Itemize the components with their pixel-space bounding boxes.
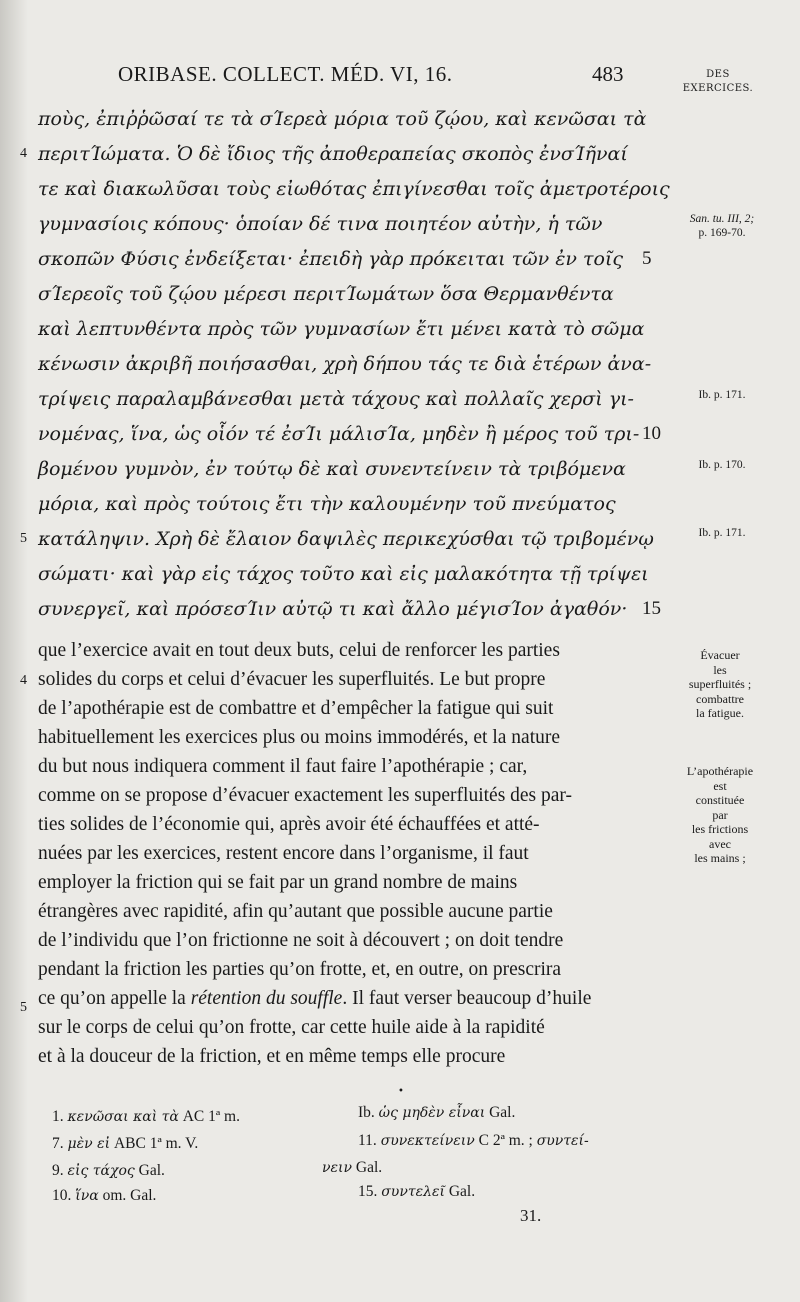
footnote bbox=[358, 1132, 589, 1150]
sidenote-line: les mains ; bbox=[694, 851, 746, 865]
summary-sidenote bbox=[670, 648, 770, 721]
footnote-text: C 2ª m. ; bbox=[474, 1132, 537, 1149]
greek-line: κένωσιν ἀκριβῆ ποιήσασθαι, χρὴ δήπου τάς τε διὰ ἑτέρων ἀνα- bbox=[38, 353, 652, 375]
french-line: étrangères avec rapidité, afin qu’autant que possible aucune partie bbox=[38, 901, 553, 922]
footnote bbox=[52, 1187, 156, 1205]
french-line: que l’exercice avait en tout deux buts, celui de renforcer les parties bbox=[38, 640, 560, 661]
greek-line: σΊερεοῖς τοῦ ζῴου μέρεσι περιτΊωμάτων ὅσα Θερμανθέντα bbox=[38, 283, 614, 305]
sidenote-line: les frictions bbox=[691, 822, 749, 836]
footnote bbox=[322, 1159, 382, 1177]
greek-line: γυμνασίοις κόπους· ὁποίαν δέ τινα ποιητέον αὐτὴν, ἡ τῶν bbox=[38, 213, 603, 235]
greek-line: περιτΊώματα. Ὁ δὲ ἴδιος τῆς ἀποθεραπείας σκοπὸς ἐνσΊῆναί bbox=[38, 143, 628, 165]
footnote-text: AC 1ª m. bbox=[178, 1108, 240, 1125]
gutter-shadow bbox=[0, 0, 28, 1302]
french-line: ties solides de l’économie qui, après avoir été échauffées et atté- bbox=[38, 814, 540, 835]
reference-sidenote: Ib. p. 170. bbox=[698, 459, 746, 471]
greek-line: νομένας, ἵνα, ὡς οἷόν τέ ἐσΊι μάλισΊα, μηδὲν ἢ μέρος τοῦ τρι- bbox=[38, 423, 640, 445]
footnote bbox=[52, 1162, 165, 1180]
sidenote-line: San. tu. III, 2; bbox=[689, 213, 755, 225]
french-line: employer la friction qui se fait par un grand nombre de mains bbox=[38, 872, 518, 893]
greek-line: μόρια, καὶ πρὸς τούτοις ἔτι τὴν καλουμένην τοῦ πνεύματος bbox=[38, 493, 616, 515]
running-title: ORIBASE. COLLECT. MÉD. VI, 16. bbox=[118, 62, 453, 86]
greek-line: ποὺς, ἐπιῤῥῶσαί τε τὰ σΊερεὰ μόρια τοῦ ζῴου, καὶ κενῶσαι τὰ bbox=[38, 108, 647, 130]
margin-number: 5 bbox=[20, 531, 27, 546]
margin-number: 4 bbox=[20, 673, 27, 688]
french-text: . Il faut verser beaucoup d’huile bbox=[342, 988, 592, 1009]
footnote-greek: συνεκτείνειν bbox=[380, 1133, 475, 1149]
signature-mark: 31. bbox=[520, 1206, 542, 1225]
page-number: 483 bbox=[592, 62, 624, 86]
footnote-text: Gal. bbox=[352, 1159, 383, 1176]
sidenote-line: la fatigue. bbox=[696, 706, 744, 720]
section-label-line: EXERCICES. bbox=[682, 83, 754, 94]
greek-line: τε καὶ διακωλῦσαι τοὺς εἰωθότας ἐπιγίνεσθαι τοῖς ἀμετροτέροις bbox=[38, 178, 670, 200]
footnote-text: Gal. bbox=[444, 1183, 476, 1200]
reference-sidenote bbox=[672, 212, 772, 240]
sidenote-line: combattre bbox=[696, 691, 744, 706]
footnote bbox=[358, 1183, 475, 1201]
footnote-text: ABC 1ª m. V. bbox=[110, 1135, 199, 1152]
section-label-line: DES bbox=[706, 69, 730, 80]
footnote-greek: κενῶσαι καὶ τὰ bbox=[67, 1109, 179, 1125]
reference-sidenote: Ib. p. 171. bbox=[698, 389, 746, 401]
french-line: du but nous indiquera comment il faut faire l’apothérapie ; car, bbox=[38, 756, 528, 777]
footnote-number: 1. bbox=[52, 1108, 64, 1125]
footnote-greek: συντελεῖ bbox=[381, 1184, 445, 1200]
french-line: sur le corps de celui qu’on frotte, car cette huile aide à la rapidité bbox=[38, 1017, 545, 1038]
italic-term: rétention du souffle bbox=[190, 988, 343, 1009]
footnote-greek: ὡς μηδὲν εἶναι bbox=[378, 1105, 486, 1121]
french-text: ce qu’on appelle la bbox=[38, 988, 191, 1009]
footnote-greek: συντεί- bbox=[536, 1133, 589, 1149]
margin-number: 5 bbox=[20, 1000, 27, 1015]
greek-line: βομένου γυμνὸν, ἐν τούτῳ δὲ καὶ συνεντείνειν τὰ τριβόμενα bbox=[38, 458, 626, 480]
sidenote-line: Évacuer bbox=[700, 648, 740, 662]
footnote-greek: μὲν εἰ bbox=[67, 1136, 111, 1152]
sidenote-line: avec bbox=[709, 836, 731, 851]
footnote-greek: εἰς τάχος bbox=[67, 1163, 135, 1179]
greek-line: καὶ λεπτυνθέντα πρὸς τῶν γυμνασίων ἔτι μένει κατὰ τὸ σῶμα bbox=[38, 318, 645, 340]
greek-line: συνεργεῖ, καὶ πρόσεσΊιν αὐτῷ τι καὶ ἄλλο μέγισΊον ἀγαθόν· bbox=[38, 598, 628, 620]
footnote-number: 15. bbox=[358, 1183, 378, 1200]
french-line: solides du corps et celui d’évacuer les superfluités. Le but propre bbox=[38, 669, 546, 690]
sidenote-line: les bbox=[713, 662, 727, 677]
margin-number: 4 bbox=[20, 146, 27, 161]
french-line: pendant la friction les parties qu’on frotte, et, en outre, on prescrira bbox=[38, 959, 562, 980]
sidenote-line: superfluités ; bbox=[688, 677, 752, 691]
greek-line: σκοπῶν Φύσις ἐνδείξεται· ἐπειδὴ γὰρ πρόκειται τῶν ἐν τοῖς bbox=[38, 248, 624, 270]
section-label bbox=[668, 68, 768, 96]
footnote-number: 11. bbox=[358, 1132, 377, 1149]
footnote-number: 7. bbox=[52, 1135, 64, 1152]
sidenote-line: L’apothérapie bbox=[686, 764, 754, 778]
footnote-number: 9. bbox=[52, 1162, 64, 1179]
french-line: et à la douceur de la friction, et en même temps elle procure bbox=[38, 1046, 506, 1067]
separator-dot: • bbox=[398, 1086, 404, 1097]
sidenote-line: est bbox=[713, 778, 727, 793]
footnote-number: 10. bbox=[52, 1187, 72, 1204]
line-number: 15 bbox=[642, 598, 661, 619]
french-line: habituellement les exercices plus ou moins immodérés, et la nature bbox=[38, 727, 561, 748]
footnote bbox=[52, 1108, 240, 1126]
footnote-text: Gal. bbox=[134, 1162, 165, 1179]
summary-sidenote bbox=[670, 764, 770, 866]
footnote-number: Ib. bbox=[358, 1104, 375, 1121]
greek-line: κατάληψιν. Χρὴ δὲ ἔλαιον δαψιλὲς περικεχύσθαι τῷ τριβομένῳ bbox=[38, 528, 654, 550]
footnote bbox=[52, 1135, 198, 1153]
sidenote-line: constituée bbox=[695, 793, 745, 807]
sidenote-line: par bbox=[712, 807, 728, 822]
sidenote-line: p. 169-70. bbox=[698, 227, 746, 239]
greek-line: τρίψεις παραλαμβάνεσθαι μετὰ τάχους καὶ πολλαῖς χερσὶ γι- bbox=[38, 388, 634, 410]
footnote-text: om. Gal. bbox=[98, 1187, 157, 1204]
footnote bbox=[358, 1104, 515, 1122]
reference-sidenote: Ib. p. 171. bbox=[698, 527, 746, 539]
footnote-greek: ἵνα bbox=[75, 1188, 99, 1204]
french-line: de l’apothérapie est de combattre et d’empêcher la fatigue qui suit bbox=[38, 698, 554, 719]
footnote-text: Gal. bbox=[485, 1104, 516, 1121]
french-line: de l’individu que l’on frictionne ne soit à découvert ; on doit tendre bbox=[38, 930, 564, 951]
greek-line: σώματι· καὶ γὰρ εἰς τάχος τοῦτο καὶ εἰς μαλακότητα τῇ τρίψει bbox=[38, 563, 649, 585]
french-line: nuées par les exercices, restent encore dans l’organisme, il faut bbox=[38, 843, 529, 864]
footnote-greek: νειν bbox=[322, 1160, 353, 1176]
french-line bbox=[38, 988, 591, 1010]
line-number: 10 bbox=[642, 423, 661, 444]
line-number: 5 bbox=[642, 248, 652, 269]
french-line: comme on se propose d’évacuer exactement les superfluités des par- bbox=[38, 785, 573, 806]
